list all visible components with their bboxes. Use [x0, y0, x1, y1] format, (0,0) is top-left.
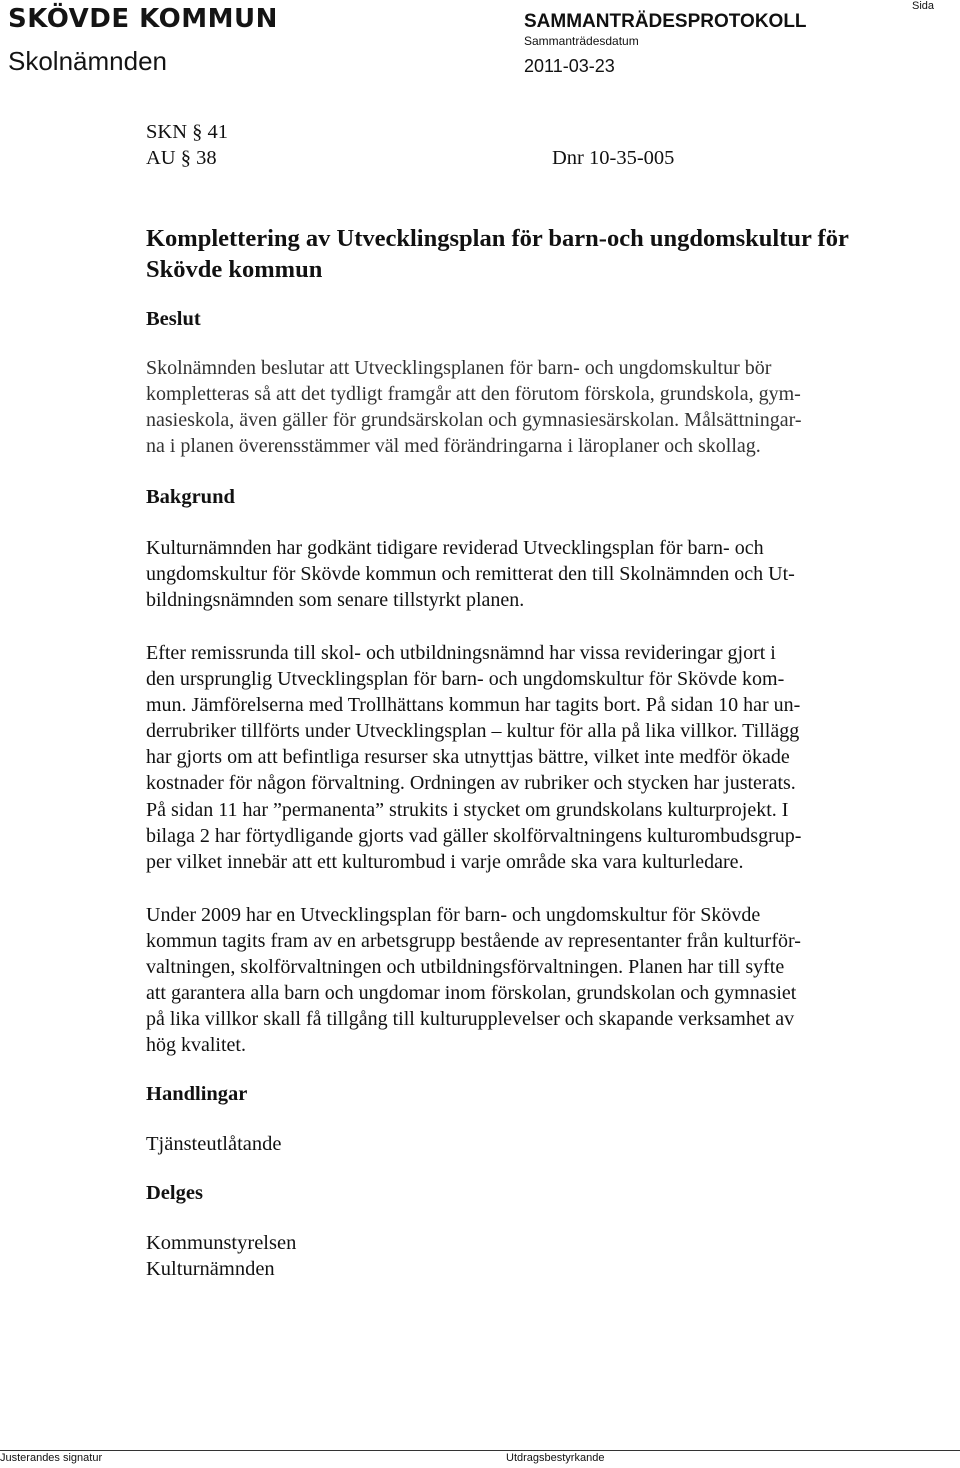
recipient-item: Kulturnämnden — [146, 1258, 275, 1280]
bakgrund-paragraph-2 — [146, 640, 898, 875]
text-line: har gjorts om att befintliga resurser ska utnyttjas bättre, vilket inte medför ökade — [146, 746, 790, 769]
heading-beslut: Beslut — [146, 308, 201, 330]
text-line: att garantera alla barn och ungdomar inom förskolan, grundskolan och gymnasiet — [146, 982, 797, 1005]
text-line: na i planen överensstämmer väl med förändringarna i läroplaner och skollag. — [146, 435, 761, 458]
municipality-logo: SKÖVDE KOMMUN — [8, 4, 278, 34]
meeting-date: 2011-03-23 — [524, 56, 615, 76]
document-title: Komplettering av Utvecklingsplan för barn-och ungdomskultur för Skövde kommun — [146, 225, 849, 283]
text-line: valtningen, skolförvaltningen och utbildningsförvaltningen. Planen har till syfte — [146, 956, 785, 979]
meeting-date-label: Sammanträdesdatum — [524, 34, 639, 48]
text-line: bilaga 2 har förtydligande gjorts vad gäller skolförvaltningens kulturombudsgrup- — [146, 824, 802, 847]
text-line: Under 2009 har en Utvecklingsplan för barn- och ungdomskultur för Skövde — [146, 904, 761, 926]
bakgrund-paragraph-3 — [146, 902, 898, 1059]
paragraph-number-au: AU § 38 — [146, 147, 217, 169]
paragraph-number-skn: SKN § 41 — [146, 121, 229, 143]
recipient-item: Kommunstyrelsen — [146, 1232, 297, 1254]
text-line: Efter remissrunda till skol- och utbildningsnämnd har vissa revideringar gjort i — [146, 642, 776, 664]
signature-label: Justerandes signatur — [0, 1452, 103, 1464]
document-item: Tjänsteutlåtande — [146, 1133, 282, 1155]
text-line: Skolnämnden beslutar att Utvecklingsplanen för barn- och ungdomskultur bör — [146, 357, 772, 379]
page-label: Sida — [912, 0, 935, 12]
text-line: ungdomskultur för Skövde kommun och remitterat den till Skolnämnden och Ut- — [146, 563, 795, 586]
text-line: derrubriker tillförts under Utvecklingsplan – kultur för alla på lika villkor. Tillägg — [146, 720, 800, 743]
protocol-title: SAMMANTRÄDESPROTOKOLL — [524, 11, 807, 32]
text-line: nasieskola, även gäller för grundsärskolan och gymnasiesärskolan. Målsättningar- — [146, 409, 802, 432]
heading-bakgrund: Bakgrund — [146, 486, 235, 508]
text-line: mun. Jämförelserna med Trollhättans kommun har tagits bort. På sidan 10 har un- — [146, 694, 801, 717]
text-line: på lika villkor skall få tillgång till kulturupplevelser och skapande verksamhet av — [146, 1008, 795, 1031]
text-line: bildningsnämnden som senare tillstyrkt planen. — [146, 589, 525, 612]
text-line: per vilket innebär att ett kulturombud i varje område ska vara kulturledare. — [146, 850, 744, 873]
diary-number: Dnr 10-35-005 — [552, 147, 675, 169]
text-line: Kulturnämnden har godkänt tidigare reviderad Utvecklingsplan för barn- och — [146, 537, 764, 559]
text-line: kompletteras så att det tydligt framgår att den förutom förskola, grundskola, gym- — [146, 383, 801, 406]
footer-divider — [0, 1450, 960, 1451]
heading-handlingar: Handlingar — [146, 1083, 248, 1105]
bakgrund-paragraph-1 — [146, 535, 898, 613]
text-line: den ursprunglig Utvecklingsplan för barn- och ungdomskultur för Skövde kom- — [146, 668, 785, 691]
text-line: På sidan 11 har ”permanenta” strukits i stycket om grundskolans kulturprojekt. I — [146, 798, 789, 821]
beslut-text — [146, 355, 898, 459]
text-line: hög kvalitet. — [146, 1034, 246, 1057]
certification-label: Utdragsbestyrkande — [506, 1452, 605, 1464]
text-line: kostnader för någon förvaltning. Ordningen av rubriker och stycken har justerats. — [146, 772, 796, 795]
text-line: kommun tagits fram av en arbetsgrupp bestående av representanter från kulturför- — [146, 930, 801, 953]
heading-delges: Delges — [146, 1182, 203, 1204]
department-name: Skolnämnden — [8, 46, 167, 76]
